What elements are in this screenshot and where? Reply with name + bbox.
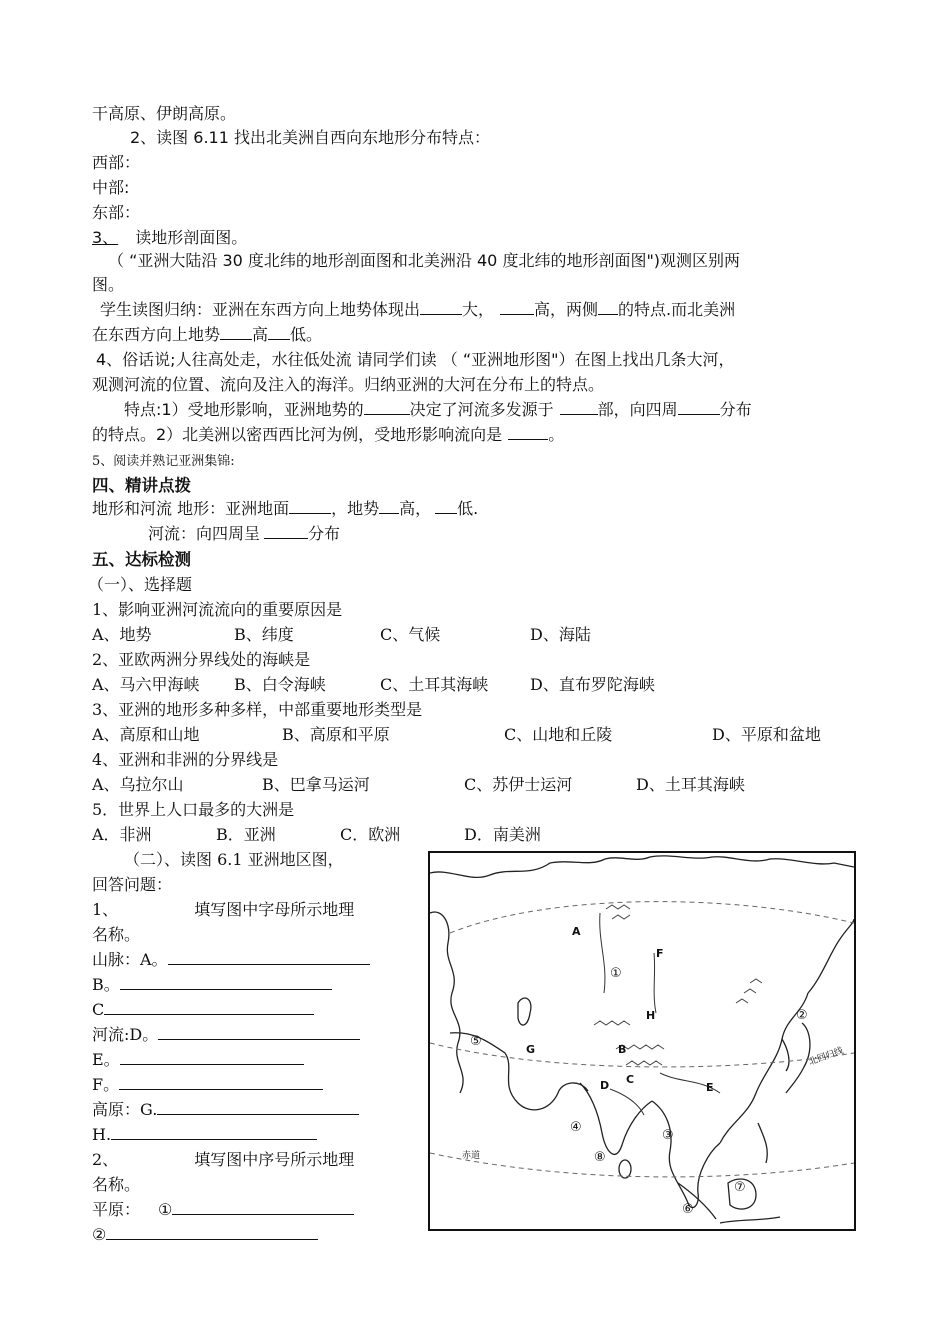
multiple-choice-heading: （一）、选择题 [88, 575, 193, 594]
question-stem: 1、影响亚洲河流流向的重要原因是 [92, 600, 343, 619]
question-stem: 4、亚洲和非洲的分界线是 [92, 750, 279, 769]
rivers-distribution: 河流：向四周呈 分布 [148, 524, 341, 543]
option[interactable]: D．南美洲 [464, 825, 541, 844]
arctic-line [450, 902, 854, 933]
west-label: 西部： [92, 153, 141, 172]
section-5-heading: 五、达标检测 [92, 550, 191, 569]
northern-coastline [430, 856, 854, 878]
answer-b[interactable]: B。 [92, 974, 332, 996]
label-2: ② [796, 1008, 808, 1023]
label-4: ④ [570, 1120, 582, 1135]
option[interactable]: C．欧洲 [340, 825, 401, 844]
option[interactable]: B、白令海峡 [234, 675, 326, 694]
question-stem: 3、亚洲的地形多种多样，中部重要地形类型是 [92, 700, 423, 719]
question-3: 3、 读地形剖面图。 [92, 228, 248, 247]
river-f [654, 953, 656, 1013]
label-e: E [706, 1081, 714, 1094]
label-a: A [572, 925, 581, 938]
label-b: B [618, 1043, 627, 1056]
read-asia-collection: 5、阅读并熟记亚洲集锦: [92, 454, 235, 469]
option[interactable]: C、气候 [380, 625, 441, 644]
label-h: H [646, 1009, 656, 1022]
answer-river-d[interactable]: 河流:D。 [92, 1024, 360, 1046]
mountain-range-a [606, 905, 630, 919]
label-f: F [656, 947, 664, 960]
map-question-1: 1、 填写图中字母所示地理 [92, 900, 355, 919]
mountain-range-northeast [736, 979, 762, 1003]
question-stem: 5．世界上人口最多的大洲是 [92, 800, 295, 819]
student-summary: 学生读图归纳：亚洲在东西方向上地势体现出 大， 高，两侧 的特点.而北美洲 [100, 300, 736, 319]
option[interactable]: B、高原和平原 [282, 725, 390, 744]
answer-e[interactable]: E。 [92, 1049, 304, 1071]
label-d: D [600, 1079, 610, 1092]
option[interactable]: A．非洲 [92, 825, 152, 844]
japan-islands [786, 1023, 810, 1093]
answer-plain-2[interactable]: ② [92, 1224, 318, 1246]
label-3: ③ [662, 1128, 674, 1143]
label-8: ⑧ [594, 1150, 606, 1165]
label-7: ⑦ [734, 1180, 746, 1195]
tropic-label: 北回归线 [807, 1046, 845, 1068]
option[interactable]: B．亚洲 [216, 825, 276, 844]
option[interactable]: B、巴拿马运河 [262, 775, 370, 794]
profile-description-cont: 图。 [92, 275, 125, 294]
option[interactable]: A、乌拉尔山 [92, 775, 184, 794]
philippines [758, 1123, 767, 1163]
option[interactable]: A、高原和山地 [92, 725, 200, 744]
line-plateaus: 干高原、伊朗高原。 [92, 104, 237, 123]
map-question-intro-cont: 回答问题： [92, 875, 173, 894]
india-coastline [580, 1083, 652, 1154]
question-2-north-america: 2、读图 6.11 找出北美洲自西向东地形分布特点： [130, 128, 490, 147]
map-question-2: 2、 填写图中序号所示地理 [92, 1150, 355, 1169]
answer-plateau-g[interactable]: 高原：G. [92, 1099, 359, 1121]
equator-label: 赤道 [462, 1151, 481, 1161]
terrain-rivers: 地形和河流 地形：亚洲地面 ，地势 高， 低. [92, 499, 479, 518]
tropic-line [430, 1043, 854, 1067]
question-4: 4、俗话说;人往高处走，水往低处流 请同学们读 （ “亚洲地形图"）在图上找出几条大河， [96, 350, 735, 369]
indochina-coastline [652, 1101, 720, 1208]
option[interactable]: C、土耳其海峡 [380, 675, 489, 694]
option[interactable]: A、地势 [92, 625, 152, 644]
question-4-cont: 观测河流的位置、流向及注入的海洋。归纳亚洲的大河在分布上的特点。 [92, 375, 605, 394]
feature-2: 的特点。2）北美洲以密西西比河为例，受地形影响流向是 。 [92, 425, 565, 444]
mountain-range-kunlun [594, 1021, 630, 1025]
europe-coastline [430, 912, 463, 1093]
river-ob [600, 913, 605, 993]
option[interactable]: D、海陆 [530, 625, 591, 644]
option[interactable]: A、马六甲海峡 [92, 675, 200, 694]
caspian-sea [518, 998, 531, 1025]
question-stem: 2、亚欧两洲分界线处的海峡是 [92, 650, 311, 669]
java [720, 1217, 780, 1223]
option[interactable]: B、纬度 [234, 625, 294, 644]
china-coastline [720, 993, 808, 1143]
answer-c[interactable]: C [92, 999, 314, 1021]
label-1: ① [610, 966, 622, 981]
kamchatka [808, 919, 854, 993]
profile-description: （ “亚洲大陆沿 30 度北纬的地形剖面图和北美洲沿 40 度北纬的地形剖面图")观测区别两 [108, 251, 741, 270]
label-g: G [526, 1043, 536, 1056]
option[interactable]: C、苏伊士运河 [464, 775, 573, 794]
middle-label: 中部: [92, 178, 130, 197]
option[interactable]: D、直布罗陀海峡 [530, 675, 655, 694]
option[interactable]: D、土耳其海峡 [636, 775, 745, 794]
answer-mountain-a[interactable]: 山脉：A。 [92, 949, 370, 971]
map-question-2-cont: 名称。 [92, 1175, 141, 1194]
label-6: ⑥ [682, 1202, 694, 1217]
answer-plain-1[interactable]: 平原： ① [92, 1199, 354, 1221]
section-4-heading: 四、精讲点拨 [92, 476, 191, 495]
asia-map [428, 851, 856, 1231]
map-question-intro: （二）、读图 6.1 亚洲地区图， [124, 850, 344, 869]
map-question-1-cont: 名称。 [92, 925, 141, 944]
answer-f[interactable]: F。 [92, 1074, 323, 1096]
sri-lanka [619, 1160, 631, 1178]
label-c: C [626, 1073, 635, 1086]
feature-1: 特点:1）受地形影响，亚洲地势的 决定了河流多发源于 部，向四周 分布 [124, 400, 752, 419]
river-d [610, 1089, 644, 1115]
east-label: 东部： [92, 203, 141, 222]
label-5: ⑤ [470, 1034, 482, 1049]
mountain-range-c [626, 1061, 662, 1065]
option[interactable]: C、山地和丘陵 [504, 725, 613, 744]
korea-peninsula [782, 1039, 789, 1071]
option[interactable]: D、平原和盆地 [712, 725, 821, 744]
equator-line [430, 1153, 854, 1177]
north-america-summary: 在东西方向上地势 高 低。 [92, 325, 323, 344]
answer-h[interactable]: H. [92, 1124, 317, 1146]
